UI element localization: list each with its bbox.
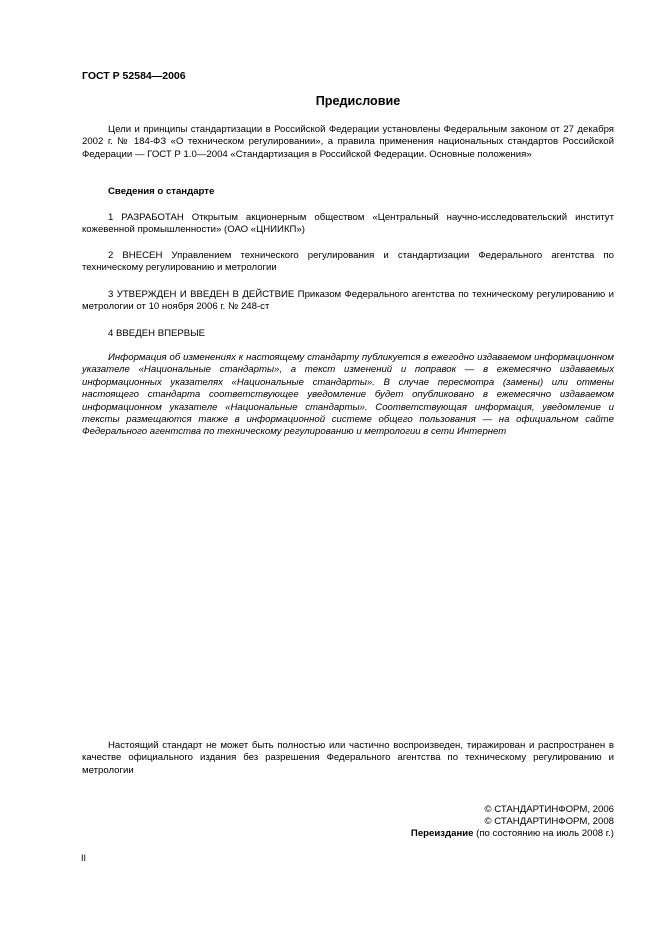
copyright-line: © СТАНДАРТИНФОРМ, 2008 (484, 816, 614, 827)
standard-info-heading: Сведения о стандарте (108, 186, 215, 197)
intro-text: Цели и принципы стандартизации в Российской Федерации установлены Федеральным законом от 27 декабря 2002 г. № 184-ФЗ «О техническом регулировании», а правила применения национальных стандартов Российской Федерации — ГОСТ Р 1.0—2004 «Стандартизация в Российской Федерации. Основные положения» (82, 124, 614, 160)
reproduction-notice (82, 740, 614, 777)
page-title: Предисловие (315, 94, 401, 108)
item-submitted (82, 250, 614, 275)
intro-paragraph (82, 124, 614, 161)
page-number: II (81, 853, 87, 863)
changes-info-text: Информация об изменениях к настоящему стандарту публикуется в ежегодно издаваемом информационном указателе «Национальные стандарты», а текст изменений и поправок — в ежемесячно издаваемых информационных указателях «Национальные стандарты». В случае пересмотра (замены) или отмены настоящего стандарта соответствующее уведомление будет опубликовано в ежемесячно издаваемом информационном указателе «Национальные стандарты». Соответствующая информация, уведомление и тексты размещаются также в информационной системе общего пользования — на официальном сайте Федерального агентства по техническому регулированию и метрологии в сети Интернет (82, 352, 614, 438)
changes-info (82, 352, 614, 439)
reissue-line (314, 828, 614, 840)
item-text: 1 РАЗРАБОТАН Открытым акционерным обществом «Центральный научно-исследовательский институт кожевенной промышленности» (ОАО «ЦНИИКП») (82, 212, 614, 236)
item-first-introduced (82, 328, 614, 340)
copyright-line: © СТАНДАРТИНФОРМ, 2006 (484, 804, 614, 815)
item-developed (82, 212, 614, 237)
item-text: 3 УТВЕРЖДЕН И ВВЕДЕН В ДЕЙСТВИЕ Приказом Федерального агентства по техническому регулированию и метрологии от 10 ноября 2006 г. № 248-ст (82, 289, 614, 313)
reissue-label: Переиздание (410, 828, 474, 839)
item-text: 2 ВНЕСЕН Управлением технического регулирования и стандартизации Федерального агентства по техническому регулированию и метрологии (82, 250, 614, 274)
document-code: ГОСТ Р 52584—2006 (82, 70, 186, 82)
reissue-text: (по состоянию на июль 2008 г.) (473, 828, 614, 839)
notice-text: Настоящий стандарт не может быть полностью или частично воспроизведен, тиражирован и распространен в качестве официального издания без разрешения Федерального агентства по техническому регулированию и метрологии (82, 740, 614, 776)
item-approved (82, 289, 614, 314)
item-text: 4 ВВЕДЕН ВПЕРВЫЕ (108, 328, 206, 339)
